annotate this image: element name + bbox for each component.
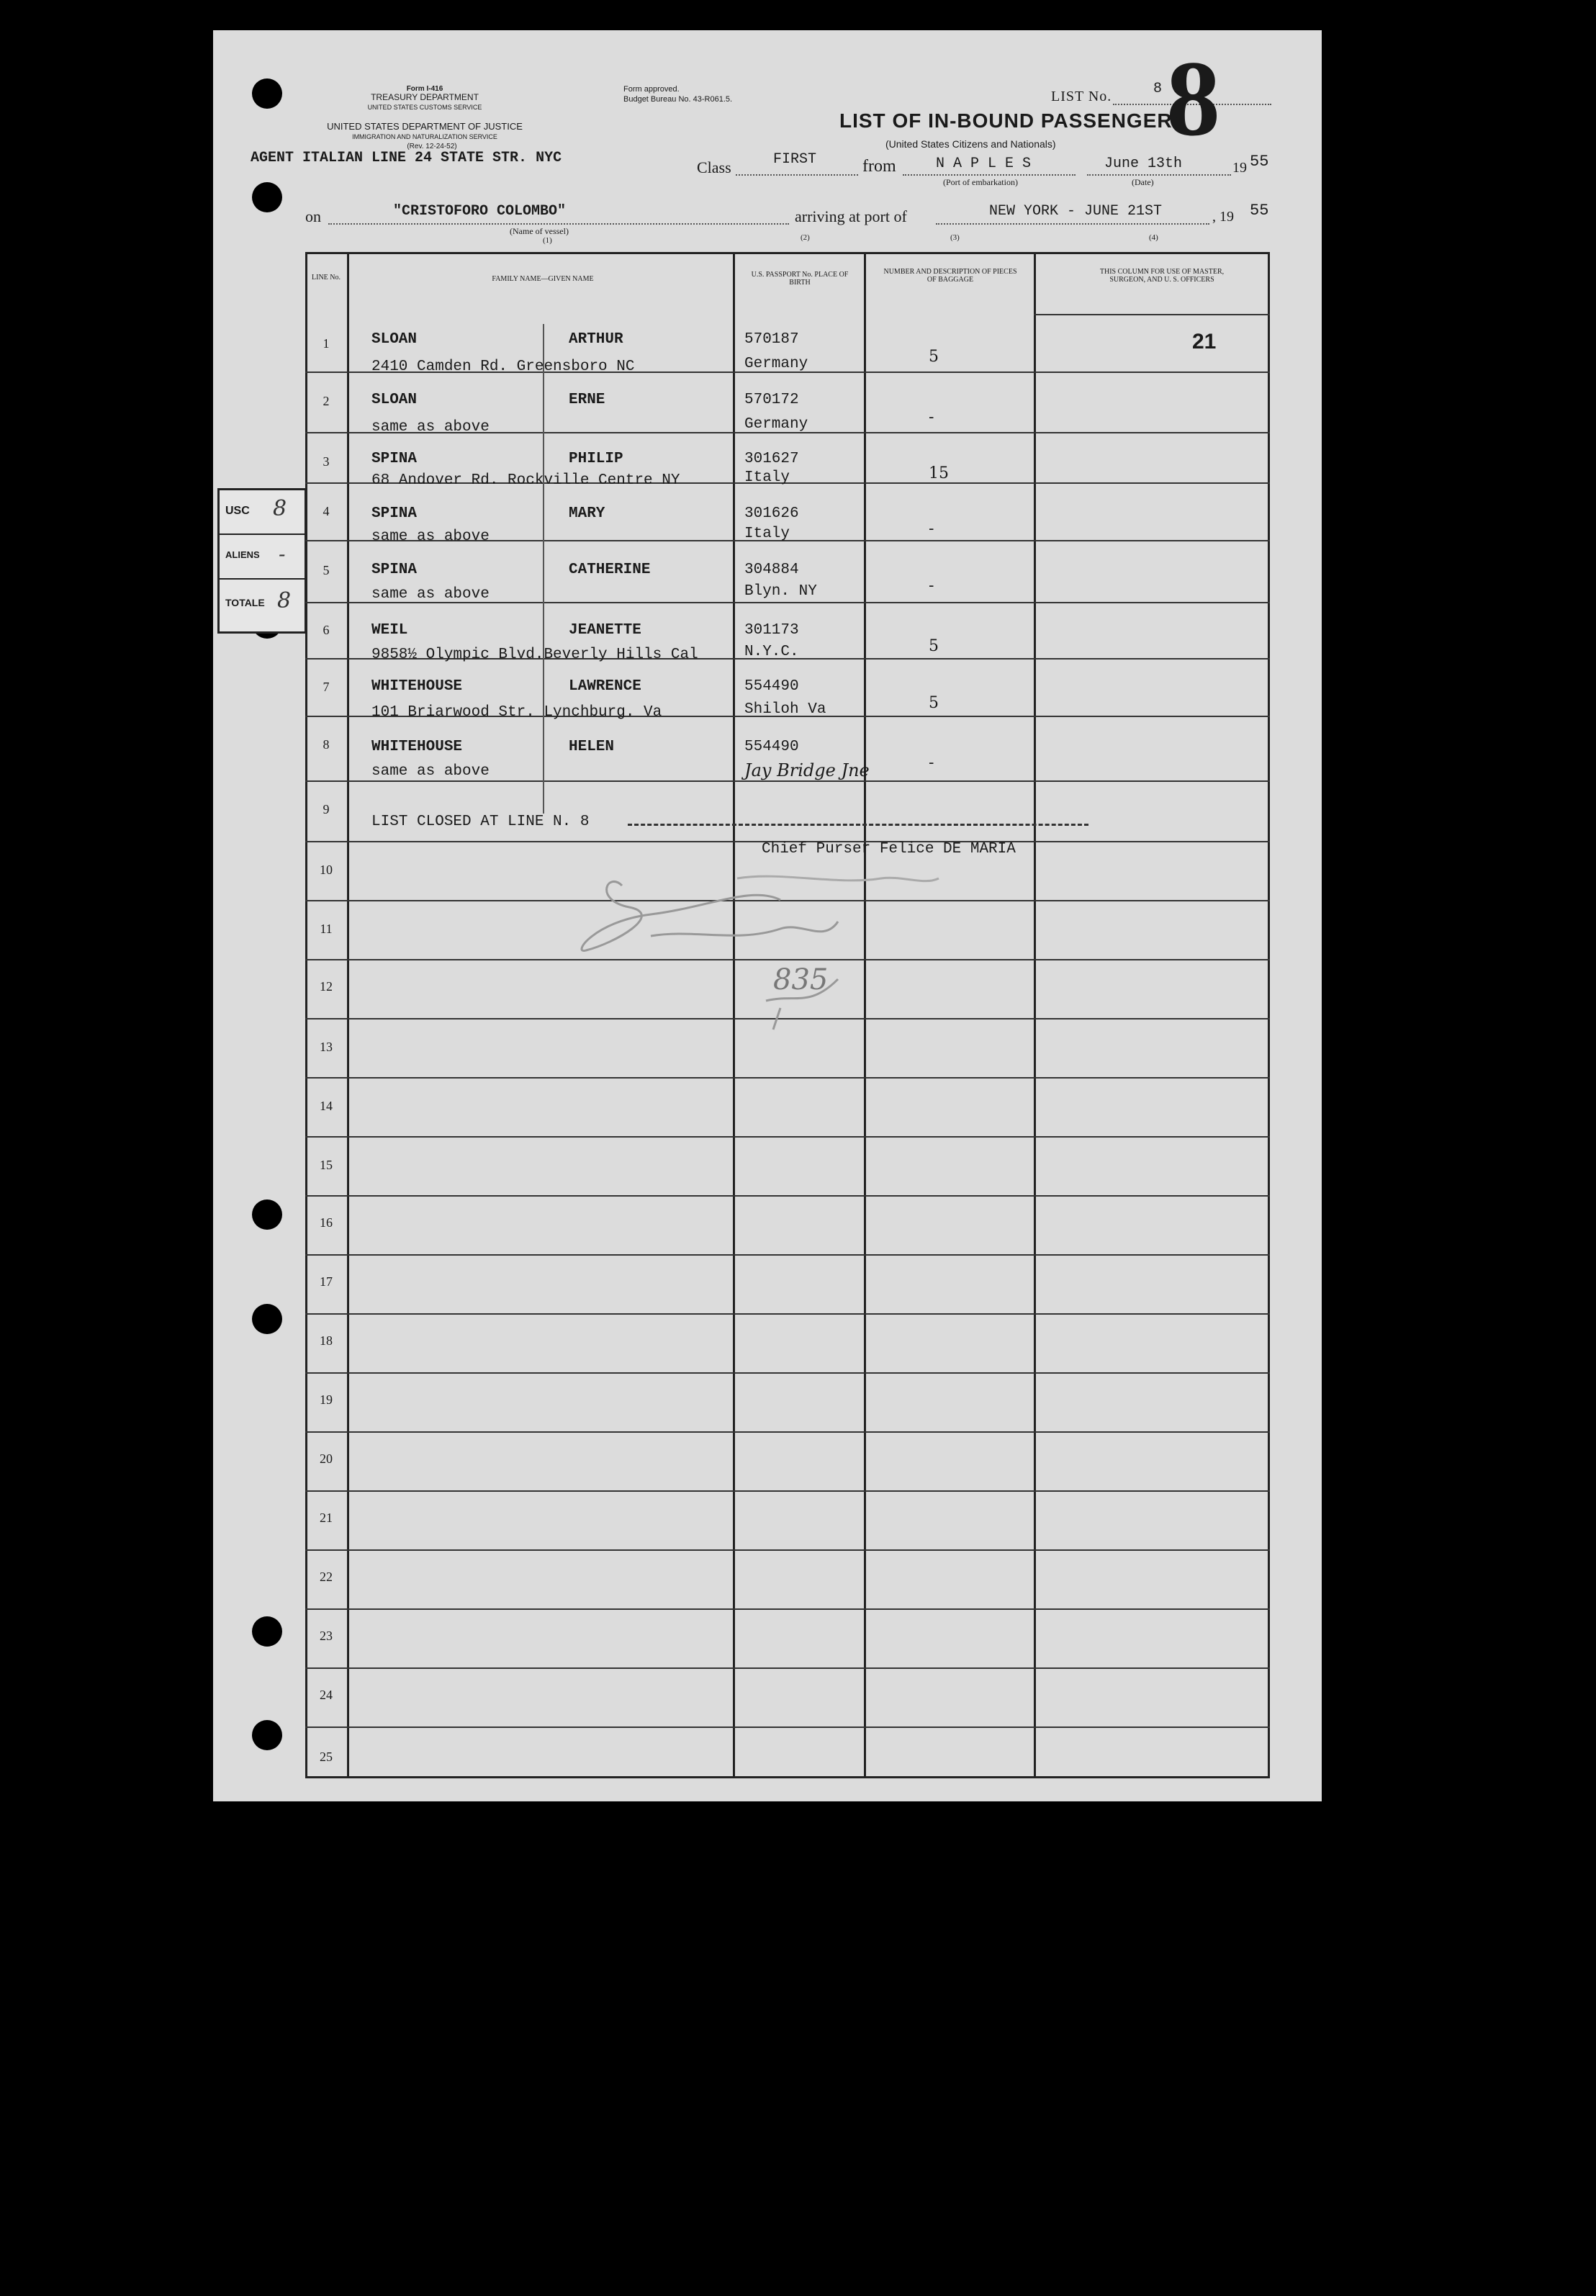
vessel-rule: [328, 223, 789, 225]
family-name: SPINA: [371, 451, 418, 467]
family-name: SLOAN: [371, 392, 418, 408]
form-number: Form I-416: [406, 85, 443, 93]
arrival-year-prefix: , 19: [1212, 209, 1234, 225]
line-number: 5: [323, 563, 330, 577]
from-label: from: [862, 157, 896, 176]
chief-purser: Chief Purser Felice DE MARIA: [762, 841, 1016, 857]
punch-hole: [252, 78, 282, 109]
row-rule: [305, 1667, 1270, 1669]
family-name: SPINA: [371, 562, 418, 578]
caption-4: (4): [1149, 233, 1158, 242]
punch-hole: [252, 1616, 282, 1647]
line-number: 17: [320, 1274, 333, 1289]
line-number: 12: [320, 979, 333, 994]
line-number: 21: [320, 1511, 333, 1525]
line-number: 9: [323, 802, 330, 816]
punch-hole: [252, 182, 282, 212]
address: same as above: [371, 419, 490, 436]
place-of-birth: Germany: [744, 356, 808, 372]
address: 2410 Camden Rd. Greensboro NC: [371, 359, 635, 375]
baggage-count: -: [929, 408, 934, 426]
place-of-birth: Germany: [744, 416, 808, 433]
passenger-table: [305, 252, 1270, 1778]
line-number: 24: [320, 1688, 333, 1702]
line-number: 3: [323, 454, 330, 469]
officer-count: 21: [1192, 330, 1217, 354]
passport-number: 301627: [744, 451, 799, 467]
address: 68 Andover Rd. Rockville Centre NY: [371, 472, 680, 489]
row-rule: [305, 1077, 1270, 1079]
treasury-department: TREASURY DEPARTMENT: [371, 92, 479, 102]
arriving-label: arriving at port of: [795, 207, 907, 225]
manifest-title: LIST OF IN-BOUND PASSENGERS: [839, 109, 1187, 132]
passport-number: 554490: [744, 739, 799, 755]
place-of-birth: Blyn. NY: [744, 583, 817, 600]
arrival-port-date: NEW YORK - JUNE 21ST: [989, 203, 1163, 220]
header-baggage: NUMBER AND DESCRIPTION OF PIECES OF BAGGAGE: [883, 268, 1017, 284]
totale-value: 8: [277, 588, 292, 613]
place-of-birth: Shiloh Va: [744, 701, 826, 718]
given-name: ARTHUR: [569, 331, 623, 348]
address: same as above: [371, 763, 490, 780]
row-rule: [305, 1313, 1270, 1315]
tally-usc: [220, 490, 305, 535]
line-number: 16: [320, 1215, 333, 1230]
line-number: 15: [320, 1158, 333, 1172]
baggage-count: 15: [929, 464, 949, 482]
baggage-count: 5: [929, 694, 939, 712]
embark-year-prefix: 19: [1232, 160, 1247, 176]
punch-hole: [252, 1720, 282, 1750]
line-number: 2: [323, 394, 330, 408]
place-of-birth: Italy: [744, 526, 790, 542]
caption-1: (1): [543, 236, 552, 245]
header-officers: THIS COLUMN FOR USE OF MASTER, SURGEON, AND U. S. OFFICERS: [1099, 268, 1225, 284]
given-name: PHILIP: [569, 451, 623, 467]
annotation-835: 835: [773, 963, 829, 996]
family-name: SPINA: [371, 505, 418, 522]
justice-department: UNITED STATES DEPARTMENT OF JUSTICE: [327, 121, 523, 132]
port-rule: [903, 174, 1076, 176]
line-number: 8: [323, 737, 330, 752]
address: 101 Briarwood Str. Lynchburg. Va: [371, 704, 662, 721]
family-name: WHITEHOUSE: [371, 678, 463, 695]
baggage-count: -: [929, 577, 934, 595]
tally-aliens: [220, 535, 305, 580]
family-name: SLOAN: [371, 331, 418, 348]
line-number: 25: [320, 1750, 333, 1764]
header-line-no: LINE No.: [312, 274, 341, 282]
punch-hole: [252, 1304, 282, 1334]
header-name: FAMILY NAME—GIVEN NAME: [492, 275, 594, 283]
list-closed-dash: [628, 824, 1088, 826]
header-rule: [1034, 314, 1270, 315]
embark-date: June 13th: [1104, 156, 1183, 172]
tally-total: [220, 580, 305, 627]
family-name: WHITEHOUSE: [371, 739, 463, 755]
agent-line: AGENT ITALIAN LINE 24 STATE STR. NYC: [251, 150, 562, 166]
list-number-label: LIST No.: [1051, 89, 1112, 104]
row-rule: [305, 1490, 1270, 1492]
line-number: 13: [320, 1040, 333, 1054]
given-name: CATHERINE: [569, 562, 651, 578]
aliens-label: ALIENS: [225, 549, 260, 560]
given-name: HELEN: [569, 739, 615, 755]
arrival-year: 55: [1250, 202, 1269, 220]
given-name: JEANETTE: [569, 622, 641, 639]
line-number: 19: [320, 1392, 333, 1407]
caption-3: (3): [950, 233, 960, 242]
form-approved: Form approved.: [623, 85, 680, 94]
line-number: 20: [320, 1451, 333, 1466]
row-rule: [305, 1254, 1270, 1256]
row-rule: [305, 1136, 1270, 1138]
baggage-count: 5: [929, 637, 939, 655]
totale-label: TOTALE: [225, 597, 265, 608]
row-rule: [305, 1608, 1270, 1610]
line-number: 7: [323, 680, 330, 694]
line-number: 18: [320, 1333, 333, 1348]
passport-number: 301626: [744, 505, 799, 522]
row-rule: [305, 1372, 1270, 1374]
baggage-count: -: [929, 754, 934, 772]
line-number: 11: [320, 922, 333, 936]
line-number: 23: [320, 1629, 333, 1643]
arrival-rule: [936, 223, 1209, 225]
class-value: FIRST: [773, 151, 817, 168]
date-caption: (Date): [1132, 177, 1154, 187]
baggage-count: 5: [929, 348, 939, 366]
passport-number: 554490: [744, 678, 799, 695]
row-rule: [305, 1726, 1270, 1728]
given-name: MARY: [569, 505, 605, 522]
on-label: on: [305, 207, 321, 225]
address: 9858½ Olympic Blvd.Beverly Hills Cal: [371, 647, 698, 663]
address: same as above: [371, 586, 490, 603]
row-rule: [305, 1549, 1270, 1551]
header-passport: U.S. PASSPORT No. PLACE OF BIRTH: [751, 271, 849, 287]
punch-hole: [252, 1199, 282, 1230]
given-name: ERNE: [569, 392, 605, 408]
vessel-name: "CRISTOFORO COLOMBO": [393, 203, 567, 220]
row-rule: [305, 1431, 1270, 1433]
row-rule: [305, 1195, 1270, 1197]
address: same as above: [371, 528, 490, 545]
signature-scribble: [564, 857, 968, 1044]
passport-number: 570172: [744, 392, 799, 408]
family-name: WEIL: [371, 622, 408, 639]
class-rule: [736, 174, 858, 176]
passport-number: 570187: [744, 331, 799, 348]
line-number: 4: [323, 504, 330, 518]
form-revision: (Rev. 12-24-52): [407, 143, 457, 150]
port-of-embarkation: N A P L E S: [936, 156, 1032, 172]
list-number-big: 8: [1166, 39, 1220, 158]
line-number: 6: [323, 623, 330, 637]
line-number: 10: [320, 863, 333, 877]
list-number-small: 8: [1153, 81, 1163, 97]
usc-value: 8: [273, 496, 287, 521]
vessel-caption: (Name of vessel): [510, 226, 569, 236]
manifest-subtitle: (United States Citizens and Nationals): [885, 138, 1056, 150]
passport-number: 301173: [744, 622, 799, 639]
baggage-count: -: [929, 520, 934, 538]
name-divider: [543, 324, 544, 814]
given-name: LAWRENCE: [569, 678, 641, 695]
passport-number: 304884: [744, 562, 799, 578]
list-closed-note: LIST CLOSED AT LINE N. 8: [371, 814, 590, 830]
place-of-birth: N.Y.C.: [744, 644, 799, 660]
row-rule: [305, 780, 1270, 782]
immigration-service: IMMIGRATION AND NATURALIZATION SERVICE: [352, 133, 497, 140]
tally-box: [217, 488, 307, 634]
date-rule: [1087, 174, 1231, 176]
class-label: Class: [697, 158, 731, 176]
customs-service: UNITED STATES CUSTOMS SERVICE: [367, 104, 482, 111]
line-number: 14: [320, 1099, 333, 1113]
port-caption: (Port of embarkation): [943, 177, 1018, 187]
embark-year: 55: [1250, 153, 1269, 171]
place-of-birth: Italy: [744, 469, 790, 486]
aliens-value: -: [279, 542, 286, 566]
budget-bureau: Budget Bureau No. 43-R061.5.: [623, 95, 733, 104]
caption-2: (2): [801, 233, 810, 242]
usc-label: USC: [225, 505, 250, 517]
place-of-birth: Jay Bridge Jne: [744, 760, 870, 780]
line-number: 1: [323, 336, 330, 351]
line-number: 22: [320, 1570, 333, 1584]
